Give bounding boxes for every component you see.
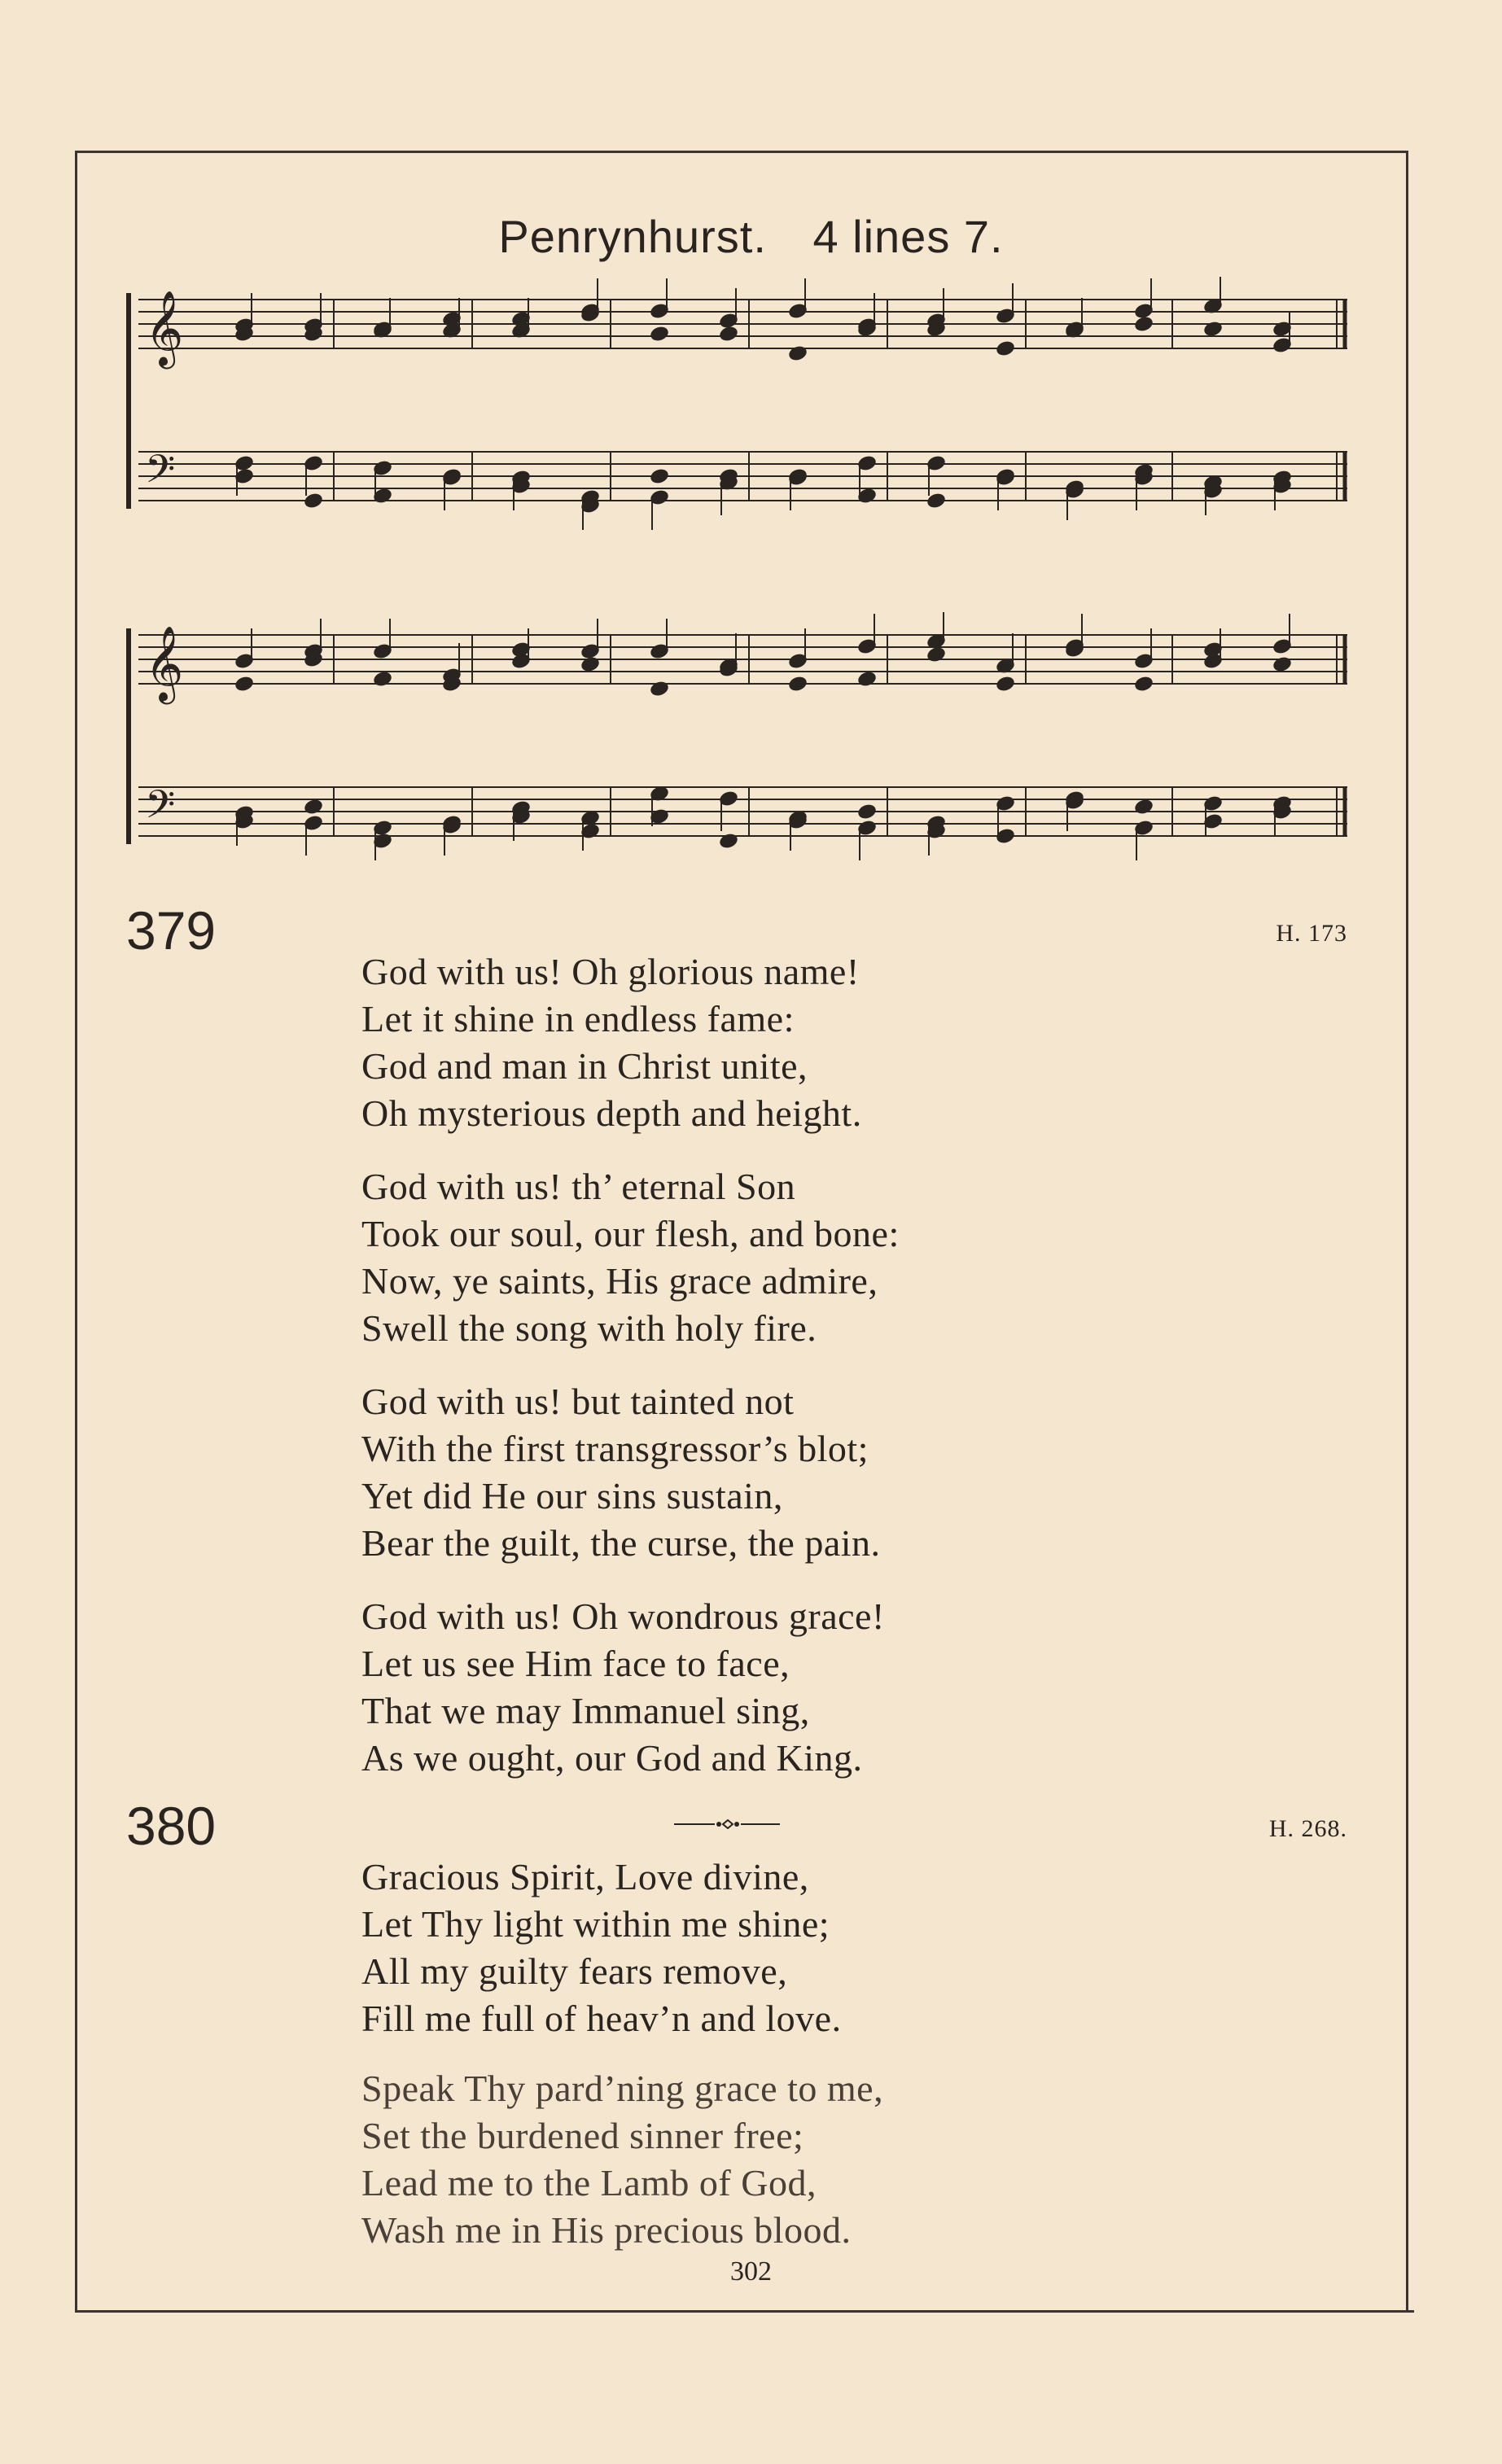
treble-clef-icon: 𝄞 [145, 625, 184, 701]
verse-line: Let it shine in endless fame: [361, 998, 795, 1039]
note-head [719, 326, 738, 342]
tune-title [0, 210, 1502, 263]
verse-line: Set the burdened sinner free; [361, 2115, 804, 2156]
note-head [996, 676, 1015, 692]
verse-line: That we may Immanuel sing, [361, 1690, 810, 1731]
verse-line: Oh mysterious depth and height. [361, 1092, 862, 1134]
verse-line: Took our soul, our flesh, and bone: [361, 1213, 900, 1254]
music-score-2 [122, 612, 1360, 873]
hymn-ref-379: H. 173 [1276, 920, 1347, 947]
verse-line: Lead me to the Lamb of God, [361, 2162, 817, 2204]
bass-clef-icon: 𝄢 [145, 781, 176, 837]
verse-line: Fill me full of heav’n and love. [361, 1998, 842, 2039]
note-head [650, 326, 669, 342]
hymn-379-verse-4 [361, 1593, 885, 1782]
verse-line: All my guilty fears remove, [361, 1950, 788, 1992]
hymn-379-verse-2 [361, 1163, 900, 1352]
bottom-rule [75, 2310, 1414, 2313]
note-head [234, 676, 254, 692]
hymn-number-380: 380 [126, 1796, 217, 1856]
music-system-2 [122, 612, 1360, 873]
tune-meter: 4 lines 7. [812, 211, 1004, 262]
verse-line: Let us see Him face to face, [361, 1643, 790, 1684]
hymn-380-verse-1 [361, 1853, 842, 2042]
tune-name: Penrynhurst. [498, 211, 767, 262]
verse-line: God with us! Oh glorious name! [361, 951, 860, 992]
bass-clef-icon: 𝄢 [145, 446, 176, 501]
verse-line: Gracious Spirit, Love divine, [361, 1856, 809, 1897]
page-number: 302 [730, 2256, 772, 2287]
verse-line: Swell the song with holy fire. [361, 1307, 817, 1349]
music-score-1 [122, 277, 1360, 537]
hymn-380-verse-2 [361, 2065, 883, 2254]
verse-line: Speak Thy pard’ning grace to me, [361, 2068, 884, 2109]
divider-ornament [674, 1819, 780, 1829]
treble-clef-icon: 𝄞 [145, 290, 184, 365]
verse-line: Yet did He our sins sustain, [361, 1475, 783, 1516]
note-head [1134, 676, 1154, 692]
verse-line: God with us! but tainted not [361, 1381, 795, 1422]
verse-line: Wash me in His precious blood. [361, 2209, 852, 2251]
note-head [996, 340, 1015, 357]
verse-line: Bear the guilt, the curse, the pain. [361, 1522, 881, 1564]
bass-staff-2 [138, 787, 1347, 836]
hymn-number-379: 379 [126, 900, 217, 961]
verse-line: God with us! th’ eternal Son [361, 1166, 796, 1207]
verse-line: With the first transgressor’s blot; [361, 1428, 869, 1469]
note-head [650, 468, 669, 484]
hymn-379-verse-1 [361, 948, 862, 1137]
verse-line: As we ought, our God and King. [361, 1737, 863, 1779]
verse-line: Now, ye saints, His grace admire, [361, 1260, 878, 1302]
verse-line: God with us! Oh wondrous grace! [361, 1595, 885, 1637]
hymn-379-verse-3 [361, 1378, 881, 1567]
note-head [788, 676, 808, 692]
verse-line: Let Thy light within me shine; [361, 1903, 830, 1945]
hymn-ref-380: H. 268. [1268, 1815, 1347, 1842]
music-system-1 [122, 277, 1360, 537]
note-head [857, 803, 877, 820]
verse-line: God and man in Christ unite, [361, 1045, 808, 1087]
note-head [1134, 316, 1154, 332]
